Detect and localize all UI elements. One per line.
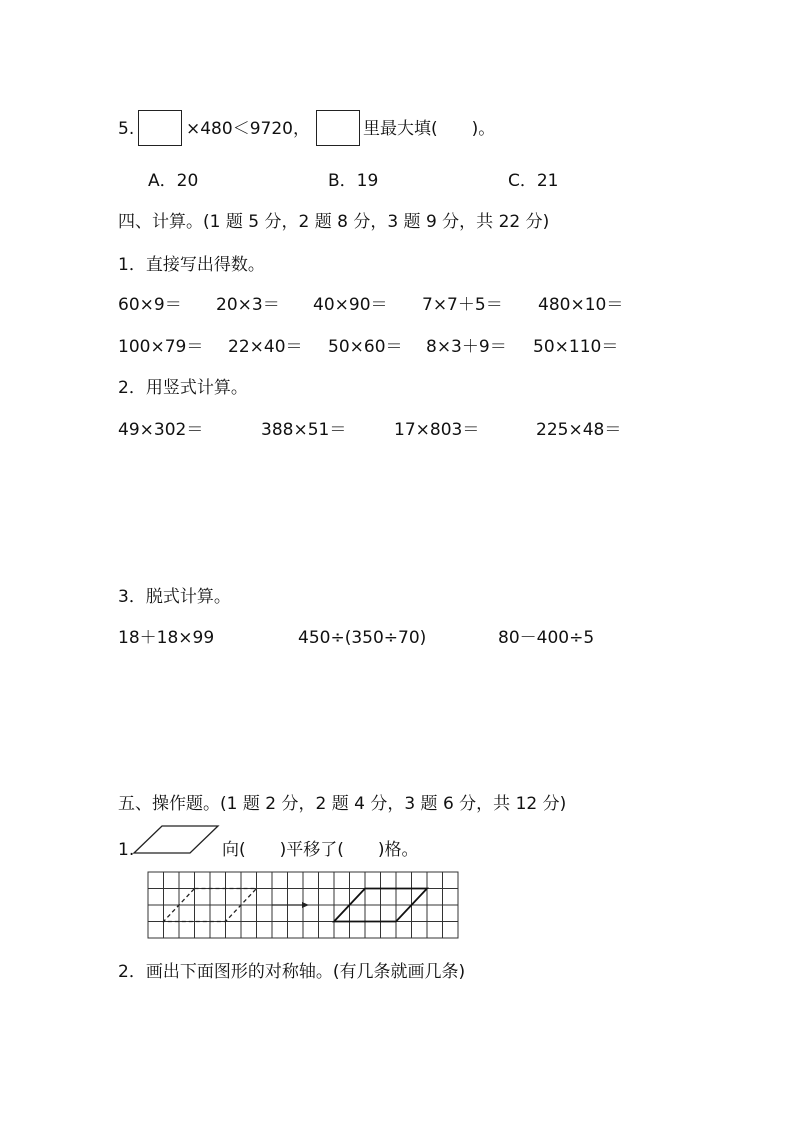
q5-number: 5. <box>118 119 135 139</box>
calc-item: 60×9＝ <box>118 295 182 315</box>
calc-item: 20×3＝ <box>216 295 280 315</box>
calc-item: 50×110＝ <box>533 337 619 357</box>
calc-item: 22×40＝ <box>228 337 303 357</box>
q5-option-b[interactable]: B．19 <box>328 171 379 191</box>
vertical-calc-item: 225×48＝ <box>536 420 622 440</box>
q5-option-c[interactable]: C．21 <box>508 171 559 191</box>
translation-grid <box>147 871 460 941</box>
parallelogram-icon <box>132 823 222 857</box>
section5-heading: 五、操作题。(1 题 2 分，2 题 4 分，3 题 6 分，共 12 分) <box>118 794 567 814</box>
calc-item: 480×10＝ <box>538 295 624 315</box>
calc-item: 7×7＋5＝ <box>422 295 503 315</box>
q5-option-a[interactable]: A．20 <box>148 171 199 191</box>
calc-item: 40×90＝ <box>313 295 388 315</box>
vertical-calc-item: 17×803＝ <box>394 420 480 440</box>
q5-question-tail: 里最大填( )。 <box>363 119 496 139</box>
vertical-calc-item: 49×302＝ <box>118 420 204 440</box>
stepwise-calc-item: 18＋18×99 <box>118 628 215 648</box>
arrow-head <box>302 902 309 908</box>
section4-q1-label: 1．直接写出得数。 <box>118 255 265 275</box>
answer-box-1[interactable] <box>138 110 182 146</box>
section5-q1-text: 向( )平移了( )格。 <box>222 840 419 860</box>
section5-q2-label: 2．画出下面图形的对称轴。(有几条就画几条) <box>118 962 466 982</box>
vertical-calc-item: 388×51＝ <box>261 420 347 440</box>
q5-inequality: ×480＜9720， <box>186 119 310 139</box>
stepwise-calc-item: 80－400÷5 <box>498 628 595 648</box>
section5-q1-number: 1. <box>118 840 135 860</box>
calc-item: 8×3＋9＝ <box>426 337 507 357</box>
section4-heading: 四、计算。(1 题 5 分，2 题 8 分，3 题 9 分，共 22 分) <box>118 212 550 232</box>
section4-q2-label: 2．用竖式计算。 <box>118 378 248 398</box>
calc-item: 100×79＝ <box>118 337 204 357</box>
stepwise-calc-item: 450÷(350÷70) <box>298 628 427 648</box>
answer-box-2[interactable] <box>316 110 360 146</box>
section4-q3-label: 3．脱式计算。 <box>118 587 231 607</box>
calc-item: 50×60＝ <box>328 337 403 357</box>
